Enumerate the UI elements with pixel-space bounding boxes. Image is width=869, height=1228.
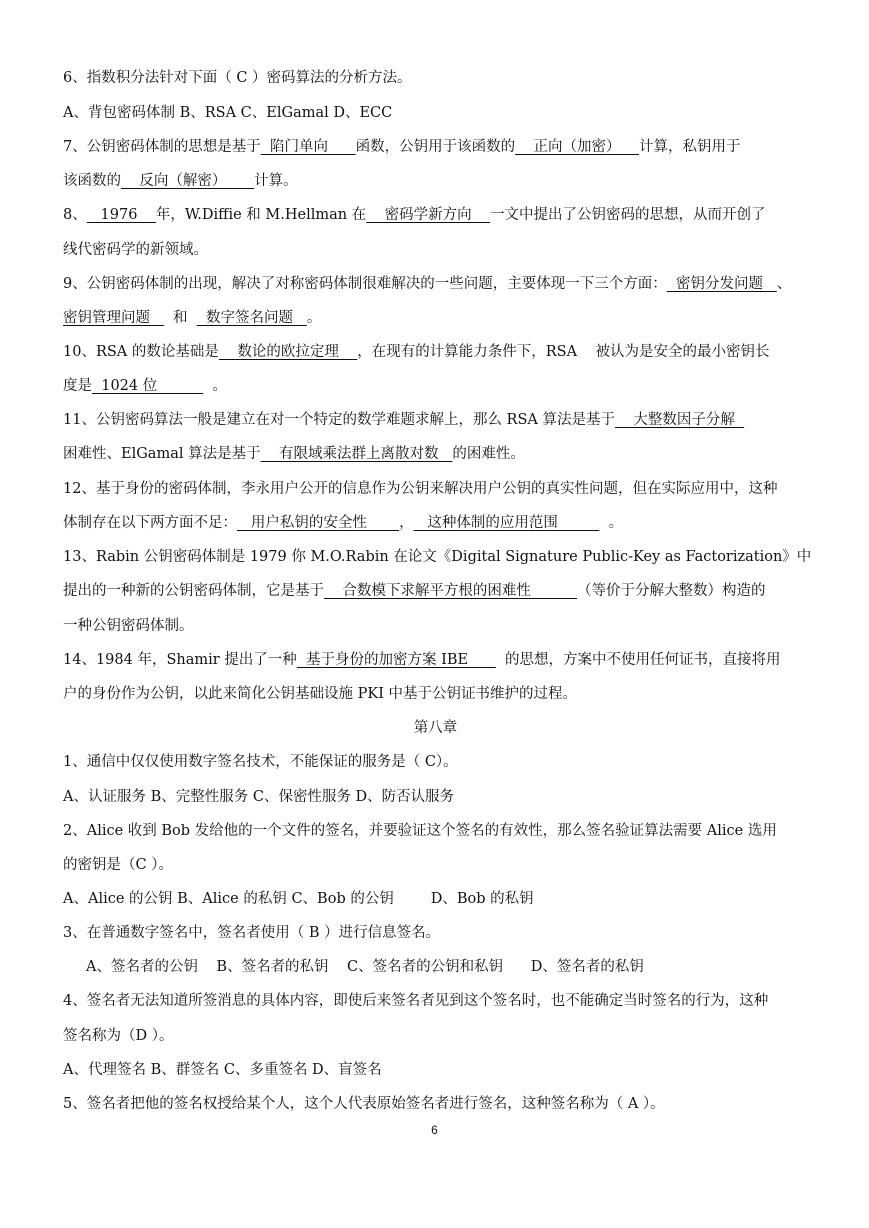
question-line: 10、RSA 的数论基础是 数论的欧拉定理 ，在现有的计算能力条件下，RSA 被认为是安全的最小密钥长 — [63, 344, 770, 360]
question-line: 3、在普通数字签名中，签名者使用（ B ）进行信息签名。 — [63, 925, 441, 941]
question-line: 密钥管理问题 和 数字签名问题 。 — [63, 310, 322, 326]
question-line: 9、公钥密码体制的出现，解决了对称密码体制很难解决的一些问题，主要体现一下三个方面： 密钥分发问题 、 — [63, 276, 792, 292]
question-line: 一种公钥密码体制。 — [63, 618, 194, 634]
question-line: 7、公钥密码体制的思想是基于 陷门单向 函数，公钥用于该函数的 正向（加密） 计算，私钥用于 — [63, 139, 741, 155]
page-number: 6 — [431, 1123, 438, 1137]
options-line: A、代理签名 B、群签名 C、多重签名 D、盲签名 — [63, 1062, 382, 1078]
question-line: 2、Alice 收到 Bob 发给他的一个文件的签名，并要验证这个签名的有效性，那么签名验证算法需要 Alice 选用 — [63, 823, 777, 839]
question-line: 12、基于身份的密码体制，李永用户公开的信息作为公钥来解决用户公钥的真实性问题，但在实际应用中，这种 — [63, 481, 778, 497]
question-line: 13、Rabin 公钥密码体制是 1979 你 M.O.Rabin 在论文《Digital Signature Public-Key as Factorization》中 — [63, 549, 812, 565]
question-line: 提出的一种新的公钥密码体制，它是基于 合数模下求解平方根的困难性 （等价于分解大整数）构造的 — [63, 583, 766, 599]
question-line: 体制存在以下两方面不足： 用户私钥的安全性 ， 这种体制的应用范围 。 — [63, 515, 624, 531]
options-line: A、背包密码体制 B、RSA C、ElGamal D、ECC — [63, 105, 393, 121]
options-line: A、签名者的公钥 B、签名者的私钥 C、签名者的公钥和私钥 D、签名者的私钥 — [86, 959, 644, 975]
question-line: 该函数的 反向（解密） 计算。 — [63, 173, 298, 189]
question-line: 的密钥是（C ）。 — [63, 857, 173, 873]
question-line: 8、 1976 年，W.Diffie 和 M.Hellman 在 密码学新方向 一文中提出了公钥密码的思想，从而开创了 — [63, 207, 766, 223]
question-line: 困难性、ElGamal 算法是基于 有限域乘法群上离散对数 的困难性。 — [63, 446, 525, 462]
question-line: 度是 1024 位 。 — [63, 378, 228, 394]
question-line: 签名称为（D ）。 — [63, 1028, 174, 1044]
question-line: 户的身份作为公钥，以此来简化公钥基础设施 PKI 中基于公钥证书维护的过程。 — [63, 686, 578, 702]
options-line: A、Alice 的公钥 B、Alice 的私钥 C、Bob 的公钥 D、Bob 的私钥 — [63, 891, 534, 907]
question-line: 14、1984 年，Shamir 提出了一种 基于身份的加密方案 IBE 的思想，方案中不使用任何证书，直接将用 — [63, 652, 781, 668]
question-line: 5、签名者把他的签名权授给某个人，这个人代表原始签名者进行签名，这种签名称为（ A ）。 — [63, 1096, 665, 1112]
options-line: A、认证服务 B、完整性服务 C、保密性服务 D、防否认服务 — [63, 789, 455, 805]
chapter-heading: 第八章 — [413, 720, 458, 736]
question-line: 1、通信中仅仅使用数字签名技术，不能保证的服务是（ C）。 — [63, 754, 458, 770]
question-line: 6、指数积分法针对下面（ C ）密码算法的分析方法。 — [63, 70, 412, 86]
question-line: 4、签名者无法知道所签消息的具体内容，即使后来签名者见到这个签名时，也不能确定当时签名的行为，这种 — [63, 993, 769, 1009]
question-line: 11、公钥密码算法一般是建立在对一个特定的数学难题求解上，那么 RSA 算法是基于 大整数因子分解 — [63, 412, 745, 428]
question-line: 线代密码学的新领域。 — [63, 242, 208, 258]
